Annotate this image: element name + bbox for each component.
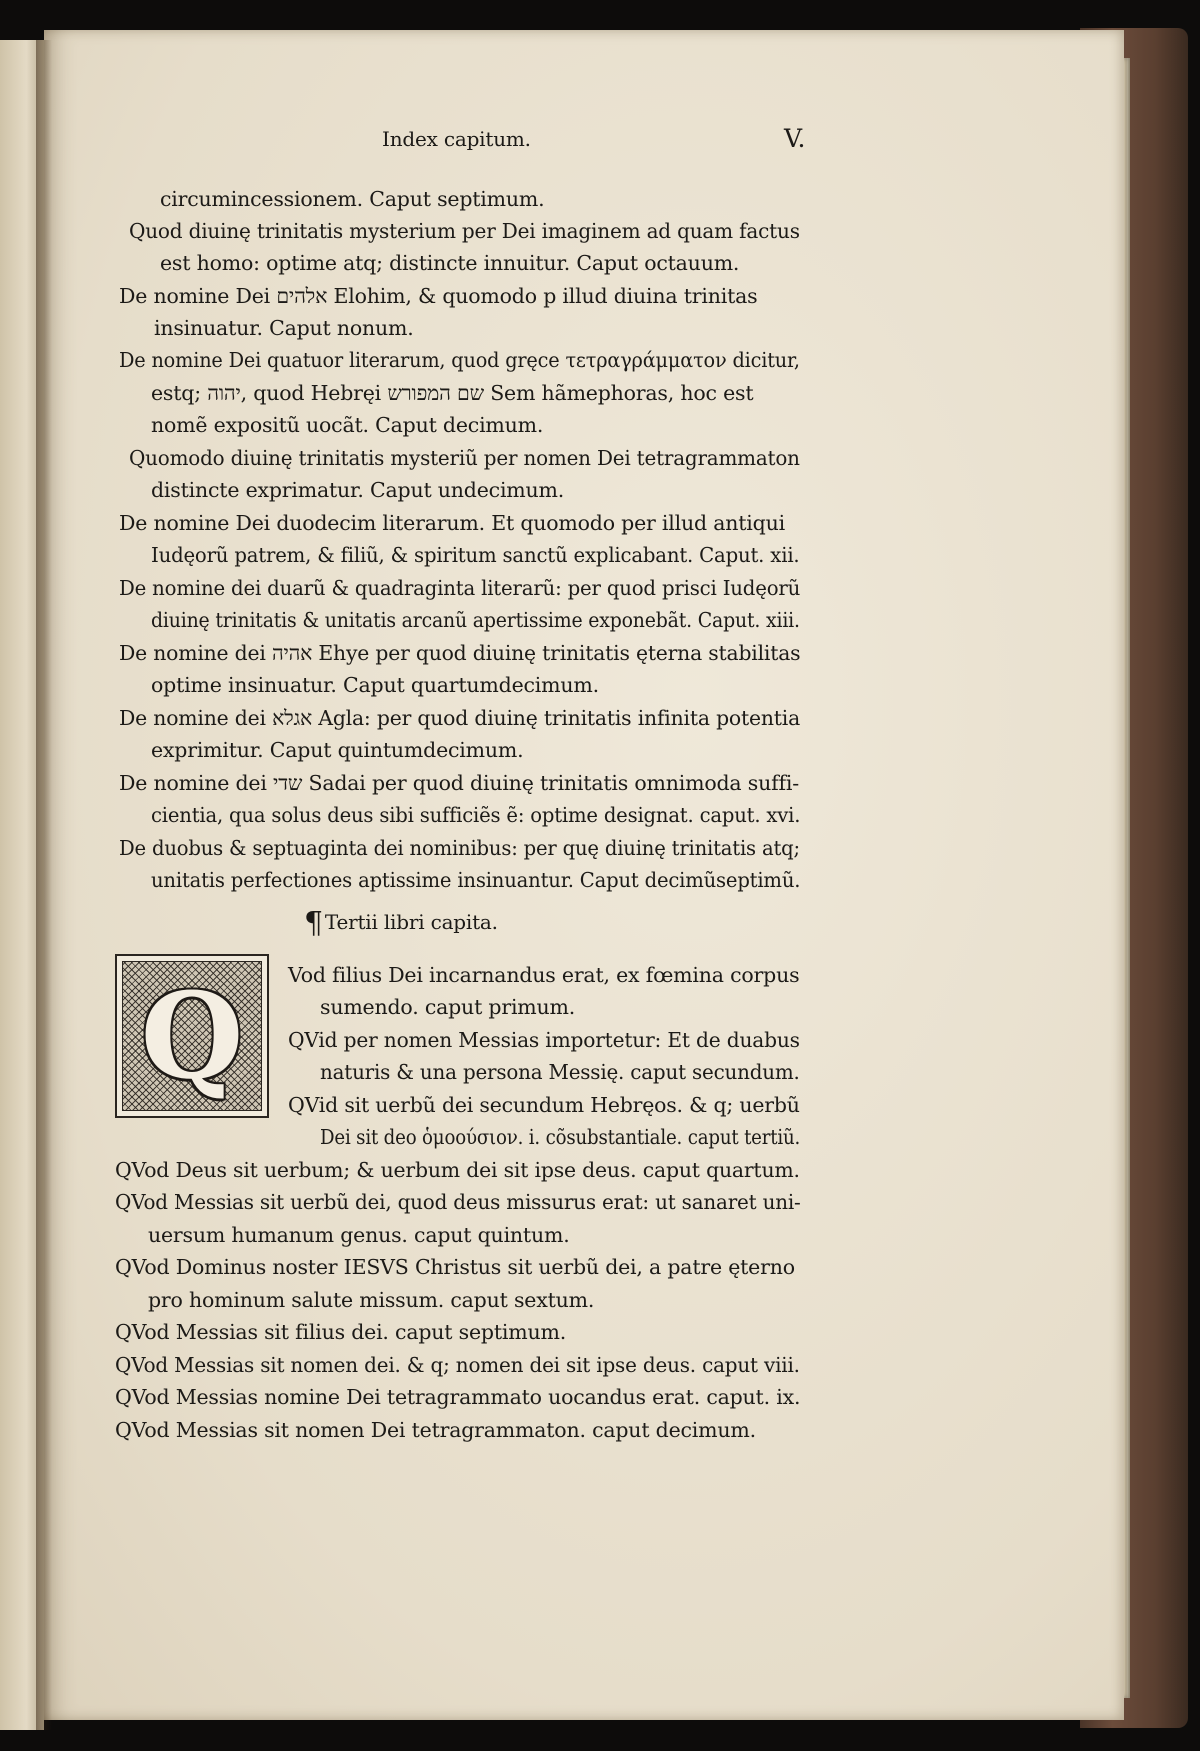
- index-line: QVod Dominus noster IESVS Christus sit uerbũ dei, a patre ęterno: [115, 1255, 795, 1279]
- index-line: optime insinuatur. Caput quartumdecimum.: [151, 673, 599, 697]
- index-line: De duobus & septuaginta dei nominibus: per quę diuinę trinitatis atq;: [119, 836, 800, 860]
- index-line: naturis & una persona Messię. caput secundum.: [320, 1060, 800, 1084]
- index-line: exprimitur. Caput quintumdecimum.: [151, 738, 524, 762]
- index-line: De nomine dei duarũ & quadraginta literarũ: per quod prisci Iudęorũ: [119, 576, 801, 600]
- index-line: De nomine dei שדי Sadai per quod diuinę trinitatis omnimoda suffi-: [119, 771, 799, 795]
- index-line: cientia, qua solus deus sibi sufficiẽs ẽ: optime designat. caput. xvi.: [151, 803, 801, 827]
- initial-letter: Q: [140, 966, 244, 1105]
- index-line: Vod filius Dei incarnandus erat, ex fœmina corpus: [288, 963, 800, 987]
- index-line: est homo: optime atq; distincte innuitur. Caput octauum.: [160, 251, 740, 275]
- index-line: Iudęorũ patrem, & filiũ, & spiritum sanctũ explicabant. Caput. xii.: [151, 543, 800, 567]
- pilcrow-mark: ¶: [304, 906, 323, 941]
- index-line: nomẽ expositũ uocãt. Caput decimum.: [151, 413, 544, 437]
- index-line: sumendo. caput primum.: [320, 995, 576, 1019]
- initial-ornament-pattern: [122, 961, 262, 1111]
- index-line: De nomine dei אגלא Agla: per quod diuinę trinitatis infinita potentia: [119, 706, 801, 730]
- running-header: Index capitum.: [382, 127, 531, 151]
- index-line: QVid sit uerbũ dei secundum Hebręos. & q; uerbũ: [288, 1093, 800, 1117]
- index-line: Dei sit deo ὁμοούσιον. i. cõsubstantiale. caput tertiũ.: [320, 1125, 801, 1149]
- index-line: De nomine Dei duodecim literarum. Et quomodo per illud antiqui: [119, 511, 785, 535]
- index-line: QVid per nomen Messias importetur: Et de duabus: [288, 1028, 800, 1052]
- index-line: Quod diuinę trinitatis mysterium per Dei imaginem ad quam factus: [129, 219, 800, 243]
- index-line: QVod Messias sit filius dei. caput septimum.: [115, 1320, 567, 1344]
- folio-number: V.: [784, 124, 806, 153]
- section-title: Tertii libri capita.: [324, 910, 498, 934]
- index-line: insinuatur. Caput nonum.: [154, 316, 414, 340]
- index-line: De nomine Dei quatuor literarum, quod gręce τετραγράμματον dicitur,: [119, 348, 800, 372]
- index-line: diuinę trinitatis & unitatis arcanũ apertissime exponebãt. Caput. xiii.: [151, 608, 800, 632]
- index-line: circumincessionem. Caput septimum.: [160, 187, 545, 211]
- page-gutter-shadow: [36, 40, 52, 1730]
- decorated-initial: [115, 954, 269, 1118]
- index-line: Quomodo diuinę trinitatis mysteriũ per nomen Dei tetragrammaton: [129, 446, 800, 470]
- index-line: De nomine dei אהיה Ehye per quod diuinę trinitatis ęterna stabilitas: [119, 641, 801, 665]
- index-line: estq; יהוה, quod Hebręi שם המפורש Sem hãmephoras, hoc est: [151, 381, 754, 405]
- index-line: QVod Messias sit nomen Dei tetragrammaton. caput decimum.: [115, 1418, 756, 1442]
- index-line: QVod Messias sit uerbũ dei, quod deus missurus erat: ut sanaret uni-: [115, 1190, 801, 1214]
- index-line: De nomine Dei אלהים Elohim, & quomodo p illud diuina trinitas: [119, 284, 758, 308]
- index-line: pro hominum salute missum. caput sextum.: [148, 1288, 595, 1312]
- index-line: unitatis perfectiones aptissime insinuantur. Caput decimũseptimũ.: [151, 868, 801, 892]
- section-heading: [304, 902, 498, 941]
- index-line: QVod Deus sit uerbum; & uerbum dei sit ipse deus. caput quartum.: [115, 1158, 800, 1182]
- index-line: uersum humanum genus. caput quintum.: [148, 1223, 570, 1247]
- index-line: QVod Messias sit nomen dei. & q; nomen dei sit ipse deus. caput viii.: [115, 1353, 800, 1377]
- index-line: distincte exprimatur. Caput undecimum.: [151, 478, 565, 502]
- index-line: QVod Messias nomine Dei tetragrammato uocandus erat. caput. ix.: [115, 1385, 801, 1409]
